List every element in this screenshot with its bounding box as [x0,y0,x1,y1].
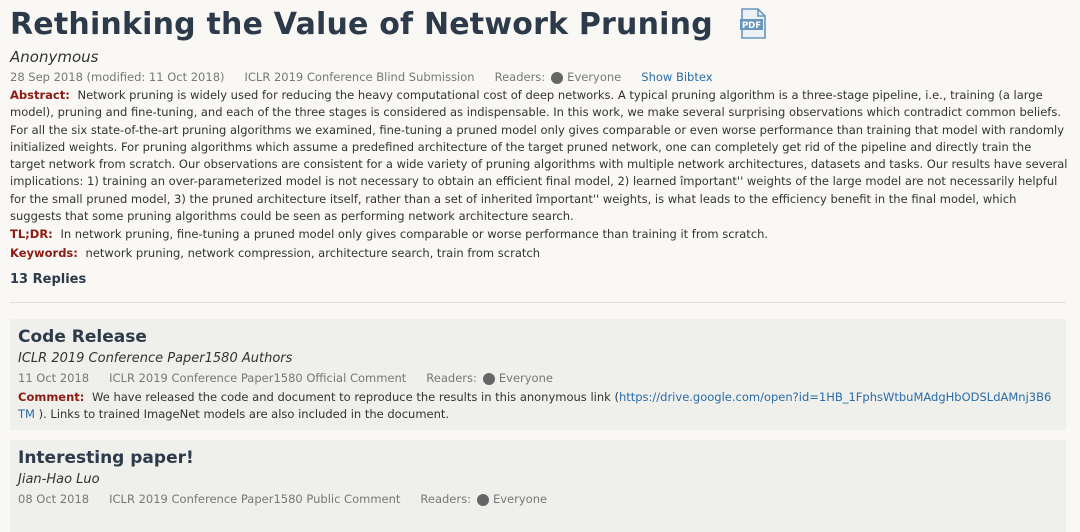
keywords [10,245,1068,262]
paper-venue: ICLR 2019 Conference Blind Submission [244,70,475,84]
drive-link[interactable]: https://drive.google.com/open?id=1HB_1FphsWtbuMAdgHbODSLdAMnj3B6TM [18,389,1052,422]
note-author: ICLR 2019 Conference Paper1580 Authors [18,350,293,366]
paper-date: 28 Sep 2018 (modified: 11 Oct 2018) [10,70,225,84]
tldr-text: In network pruning, fine-tuning a pruned model only gives comparable or worse performance than training it from scratch. [60,227,769,242]
abstract-label: Abstract: [10,88,70,102]
replies-count: 13 Replies [10,271,87,287]
readers-value: Everyone [567,70,622,84]
note-code-release [10,319,1066,430]
note-date: 11 Oct 2018 [18,370,90,385]
title-row [10,2,1068,46]
note-title[interactable]: Code Release [18,326,147,347]
tldr-label: TL;DR: [10,227,53,242]
note-interesting-paper [10,440,1066,532]
paper-meta [10,67,1068,87]
keywords-label: Keywords: [10,245,78,260]
note-author: Jian-Hao Luo [18,471,100,487]
readers-label: Readers: [494,70,546,84]
paper-title: Rethinking the Value of Network Pruning [10,6,713,42]
readers-label: Readers: [420,491,471,506]
note-date: 08 Oct 2018 [18,491,90,506]
divider [10,302,1066,303]
svg-text:PDF: PDF [741,21,761,31]
comment-text-before: We have released the code and document to reproduce the results in this anonymous link ( [92,389,619,404]
abstract [10,87,1068,225]
tldr [10,226,1068,243]
comment-text-after: ). Links to trained ImageNet models are also included in the document. [34,407,450,422]
globe-icon [483,373,495,385]
keywords-text: network pruning, network compression, architecture search, train from scratch [85,245,540,260]
show-bibtex-link[interactable]: Show Bibtex [641,70,713,84]
readers-value: Everyone [498,370,553,385]
readers-label: Readers: [426,370,477,385]
note-meta [18,368,1058,389]
note-venue: ICLR 2019 Conference Paper1580 Official Comment [109,370,407,385]
globe-icon [551,72,563,84]
readers-value: Everyone [492,491,548,506]
note-comment [18,389,1058,424]
comment-label: Comment: [18,389,85,404]
note-title[interactable]: Interesting paper! [18,447,194,468]
globe-icon [477,494,489,506]
paper-author: Anonymous [10,48,99,66]
paper-page [10,0,1068,532]
pdf-icon[interactable] [739,8,767,40]
abstract-text: Network pruning is widely used for reducing the heavy computational cost of deep networks. A typical pruning algorithm is a three-stage pipeline, i.e., training (a large model), pruning and fine-tuning, and each of the three stages is considered as indispensable. In this work, we make several surprising observations which contradict common beliefs. For all the six state-of-the-art pruning algorithms we examined, fine-tuning a pruned model only gives comparable or even worse performance than training that model with randomly initialized weights. For pruning algorithms which assume a predefined architecture of the target pruned network, one can completely get rid of the pipeline and directly train the target network from scratch. Our observations are consistent for a wide variety of pruning algorithms with multiple network architectures, datasets and tasks. Our results have several implications: 1) training an over-parameterized model is not necessary to obtain an efficient final model, 2) learned împortant'' weights of the large model are not necessarily helpful for the small pruned model, 3) the pruned architecture itself, rather than a set of inherited împortant'' weights, is what leads to the efficiency benefit in the final model, which suggests that some pruning algorithms could be seen as performing network architecture search. [10,88,1068,224]
note-venue: ICLR 2019 Conference Paper1580 Public Comment [109,491,401,506]
note-meta [18,489,1058,510]
